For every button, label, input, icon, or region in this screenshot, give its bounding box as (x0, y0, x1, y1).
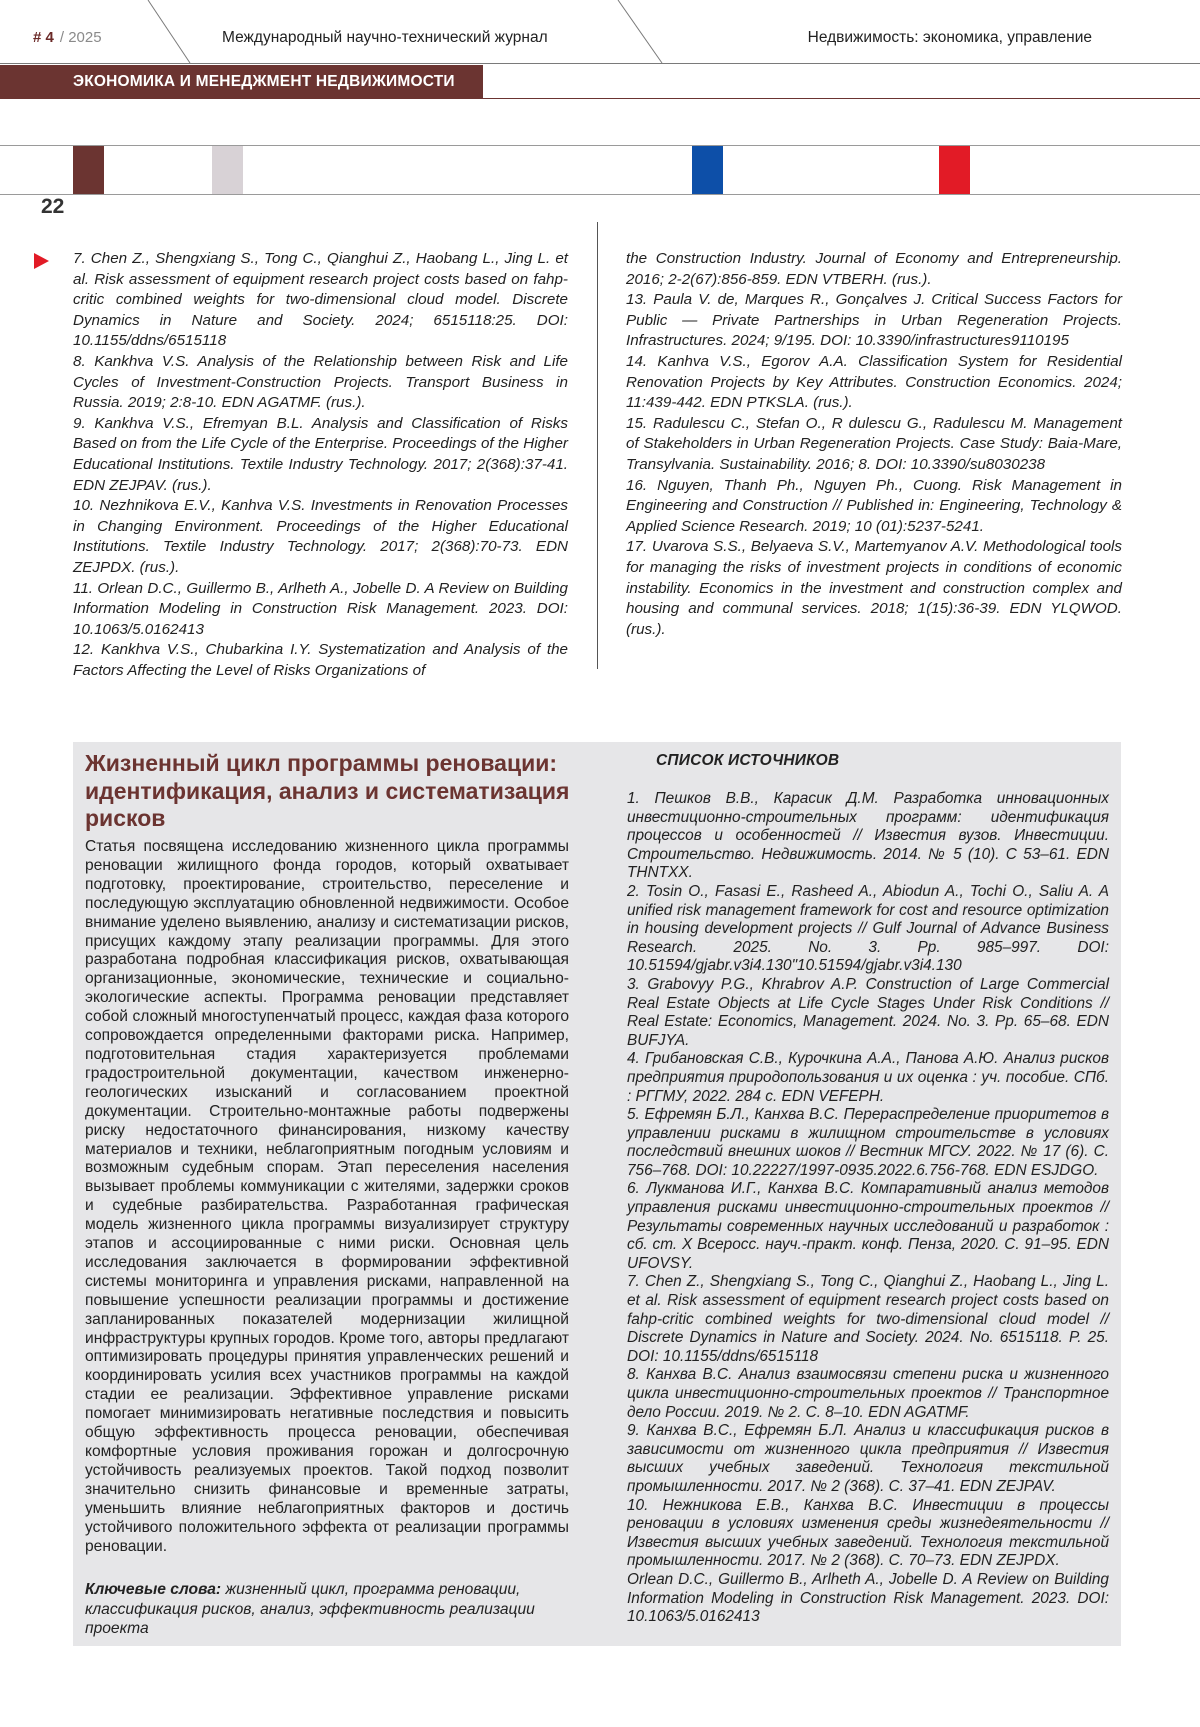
journal-section: Недвижимость: экономика, управление (807, 29, 1092, 46)
issue-year: / 2025 (59, 29, 102, 46)
reference-item: 16. Nguyen, Thanh Ph., Nguyen Ph., Cuong. Risk Management in Engineering and Construction // Published in: Engineering, Technology & Applied Science Research. 2019; 10 (01):5237-5241. (626, 476, 1122, 535)
reference-item: 11. Orlean D.C., Guillermo B., Arlheth A., Jobelle D. A Review on Building Information Modeling in Construction Risk Management. 2023. DOI: 10.1063/5.0162413 (73, 579, 568, 638)
section-bar-rule (483, 98, 1200, 99)
page-header (0, 0, 1200, 64)
keywords (85, 1580, 569, 1639)
sources-list (627, 790, 1109, 1627)
references-right-column (626, 249, 1122, 640)
swatch-red (939, 146, 970, 194)
source-item: 7. Chen Z., Shengxiang S., Tong C., Qianghui Z., Haobang L., Jing L. et al. Risk assessment of equipment research project costs based on fahp-critic combined weights for two-dimensional cloud model // Discrete Dynamics in Nature and Society. 2024. No. 6515118. P. 25. DOI: 10.1155/ddns/6515118 (627, 1273, 1109, 1365)
reference-item: 9. Kankhva V.S., Efremyan B.L. Analysis and Classification of Risks Based on from the Life Cycle of the Enterprise. Proceedings of the Higher Educational Institutions. Textile Industry Technology. 2017; 2(368):37-41. EDN ZEJPAV. (rus.). (73, 414, 568, 494)
reference-item: 13. Paula V. de, Marques R., Gonçalves J. Critical Success Factors for Public — Private Partnerships in Urban Regeneration Projects. Infrastructures. 2024; 9/195. DOI: 10.3390/infrastructures9110195 (626, 291, 1122, 350)
issue-label (33, 29, 102, 46)
sources-heading: СПИСОК ИСТОЧНИКОВ (656, 752, 840, 769)
source-item: 8. Канхва В.С. Анализ взаимосвязи степени риска и жизненного цикла инвестиционно-строительных проектов // Транспортное дело России. 2019. № 2. С. 8–10. EDN AGATMF. (627, 1366, 1109, 1421)
column-divider (597, 222, 598, 669)
references-left-column (73, 249, 568, 681)
reference-item: 7. Chen Z., Shengxiang S., Tong C., Qianghui Z., Haobang L., Jing L. et al. Risk assessment of equipment research project costs based on fahp-critic combined weights for two-dimensional cloud model. Discrete Dynamics in Nature and Society. 2024; 6515118:25. DOI: 10.1155/ddns/6515118 (73, 250, 568, 350)
source-item: 6. Лукманова И.Г., Канхва В.С. Компаративный анализ методов управления рисками инвестиционно-строительных проектов // Результаты современных научных исследований и разработок : сб. ст. X Всеросс. науч.-практ. конф. Пенза, 2020. С. 91–95. EDN UFOVSY. (627, 1180, 1109, 1272)
abstract-body: Статья посвящена исследованию жизненного цикла программы реновации жилищного фонда городов, который охватывает подготовку, проектирование, строительство, переселение и последующую эксплуатацию обновленной недвижимости. Особое внимание уделено выявлению, анализу и систематизации рисков, присущих каждому этапу реализации программы. Для этого разработана подробная классификация рисков, охватывающая организационные, экономические, технические и социально-экологические аспекты. Программа реновации представляет собой сложный многоступенчатый процесс, каждая фаза которого сопровождается определенными факторами риска. Например, подготовительная стадия характеризуется проблемами градостроительной документации, качеством инженерно-геологических изысканий и согласованием проектной документации. Строительно-монтажные работы подвержены риску недостаточного финансирования, низкому качеству материалов и техники, неблагоприятным погодным условиям и возможным судебным спорам. Этап переселения населения вызывает проблемы коммуникации с жителями, задержки сроков и судебные разбирательства. Разработанная графическая модель жизненного цикла программы визуализирует структуру этапов и ассоциированные с ними риски. Основная цель исследования заключается в формировании эффективной системы мониторинга и управления рисками, направленной на повышение успешности реализации программы и достижение запланированных показателей модернизации жилищной инфраструктуры крупных городов. Кроме того, авторы предлагают оптимизировать процедуры принятия управленческих решений и координировать усилия всех участников программы на каждой стадии ее реализации. Эффективное управление рисками помогает минимизировать негативные последствия и повысить общую эффективность процесса реновации, обеспечивая комфортные условия проживания горожан и долгосрочную устойчивость реализуемых проектов. Такой подход позволит значительно снизить финансовые и временные затраты, уменьшить влияние неблагоприятных факторов и достичь устойчивого положительного эффекта от реализации программы реновации. (85, 838, 569, 1555)
arrow-marker-icon (34, 253, 49, 269)
reference-item: 10. Nezhnikova E.V., Kanhva V.S. Investments in Renovation Processes in Changing Environment. Proceedings of the Higher Educational Institutions. Textile Industry Technology. 2017; 2(368):70-73. EDN ZEJPDX. (rus.). (73, 497, 568, 576)
section-bar: ЭКОНОМИКА И МЕНЕДЖМЕНТ НЕДВИЖИМОСТИ (0, 65, 483, 99)
swatch-light (212, 146, 243, 194)
swatch-blue (692, 146, 723, 194)
reference-item: 12. Kankhva V.S., Chubarkina I.Y. Systematization and Analysis of the Factors Affecting the Level of Risks Organizations of (73, 641, 568, 679)
source-item: 9. Канхва В.С., Ефремян Б.Л. Анализ и классификация рисков в зависимости от жизненного цикла предприятия // Известия высших учебных заведений. Технология текстильной промышленности. 2017. № 2 (368). С. 37–41. EDN ZEJPAV. (627, 1422, 1109, 1495)
source-item: Orlean D.C., Guillermo B., Arlheth A., Jobelle D. A Review on Building Information Modeling in Construction Risk Management. 2023. DOI: 10.1063/5.0162413 (627, 1570, 1109, 1626)
swatch-brown (73, 146, 104, 194)
color-strip (0, 145, 1200, 195)
source-item: 3. Grabovyy P.G., Khrabrov A.P. Construction of Large Commercial Real Estate Objects at Life Cycle Stages Under Risk Conditions // Real Estate: Economics, Management. 2024. No. 3. Pp. 65–68. EDN BUFJYA. (627, 975, 1109, 1049)
keywords-label: Ключевые слова: (85, 1581, 222, 1598)
reference-item: 14. Kanhva V.S., Egorov A.A. Classification System for Residential Renovation Projects by Key Attributes. Construction Economics. 2024; 11:439-442. EDN PTKSLA. (rus.). (626, 352, 1122, 412)
issue-number: # 4 (33, 29, 54, 46)
reference-item: 8. Kankhva V.S. Analysis of the Relationship between Risk and Life Cycles of Investment-Construction Projects. Transport Business in Russia. 2019; 2:8-10. EDN AGATMF. (rus.). (73, 352, 568, 412)
abstract-title: Жизненный цикл программы реновации: идентификация, анализ и систематизация рисков (85, 750, 570, 831)
page-number: 22 (41, 195, 65, 218)
source-item: 5. Ефремян Б.Л., Канхва В.С. Перераспределение приоритетов в управлении рисками в жилищном строительстве в условиях последствий внешних шоков // Вестник МГСУ. 2022. № 17 (6). С. 756–768. DOI: 10.22227/1997-0935.2022.6.756-768. EDN ESJDGO. (627, 1106, 1109, 1179)
reference-item: the Construction Industry. Journal of Economy and Entrepreneurship. 2016; 2-2(67):856-859. EDN VTBERH. (rus.). (626, 250, 1122, 288)
reference-item: 15. Radulescu C., Stefan O., R dulescu G., Radulescu M. Management of Stakeholders in Urban Regeneration Projects. Case Study: Baia-Mare, Transylvania. Sustainability. 2016; 8. DOI: 10.3390/su8030238 (626, 414, 1122, 473)
source-item: 1. Пешков В.В., Карасик Д.М. Разработка инновационных инвестиционно-строительных программ: идентификация процессов и особенностей // Известия вузов. Инвестиции. Строительство. Недвижимость. 2014. № 5 (10). С 53–61. EDN THNTXX. (627, 790, 1109, 882)
source-item: 4. Грибановская С.В., Курочкина А.А., Панова А.Ю. Анализ рисков предприятия природопользования и их оценка : уч. пособие. СПб. : РГГМУ, 2022. 284 с. EDN VEFEPH. (627, 1050, 1109, 1105)
source-item: 2. Tosin O., Fasasi E., Rasheed A., Abiodun A., Tochi O., Saliu A. A unified risk management framework for cost and resource optimization in housing development projects // Gulf Journal of Advance Business Research. 2025. No. 3. Pp. 985–997. DOI: 10.51594/gjabr.v3i4.130"10.51594/gjabr.v3i4.130 (627, 882, 1109, 975)
source-item: 10. Нежникова Е.В., Канхва В.С. Инвестиции в процессы реновации в условиях изменения среды жизнедеятельности // Известия высших учебных заведений. Технология текстильной промышленности. 2017. № 2 (368). С. 70–73. EDN ZEJPDX. (627, 1496, 1109, 1570)
keywords-text: жизненный цикл, программа реновации, классификация рисков, анализ, эффективность реализации проекта (85, 1581, 535, 1637)
journal-title: Международный научно-технический журнал (222, 29, 548, 46)
reference-item: 17. Uvarova S.S., Belyaeva S.V., Martemyanov A.V. Methodological tools for managing the risks of investment projects in conditions of economic instability. Economics in the investment and construction complex and housing and communal services. 2018; 1(15):36-39. EDN YLQWOD. (rus.). (626, 538, 1122, 638)
